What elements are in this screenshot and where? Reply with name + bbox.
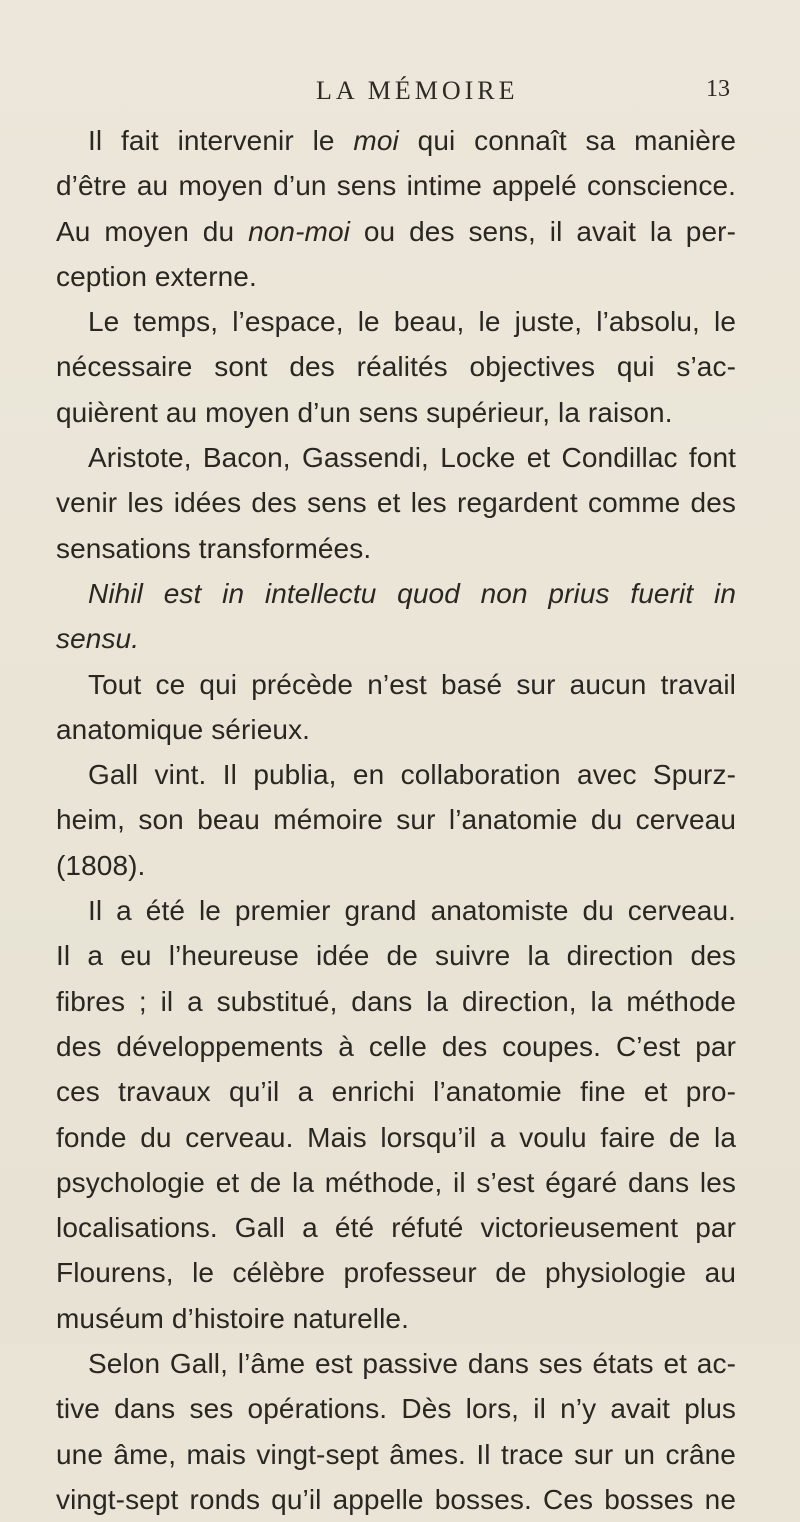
text-line: tive dans ses opérations. Dès lors, il n’y avait plus — [56, 1393, 736, 1425]
text-line: (1808). — [56, 849, 146, 881]
text-line: ception externe. — [56, 260, 257, 292]
text-line: sensations transformées. — [56, 532, 372, 564]
text-line: Le temps, l’espace, le beau, le juste, l’absolu, le — [88, 306, 736, 338]
text-line: psychologie et de la méthode, il s’est égaré dans les — [56, 1166, 736, 1198]
text-line: Aristote, Bacon, Gassendi, Locke et Condillac font — [88, 442, 736, 474]
text-line: Il a été le premier grand anatomiste du cerveau. — [88, 895, 736, 927]
latin-quote-line: Nihil est in intellectu quod non prius fuerit in — [88, 577, 736, 609]
text-line: vingt-sept ronds qu’il appelle bosses. Ces bosses ne — [56, 1483, 736, 1515]
running-head — [0, 76, 800, 116]
text-line: nécessaire sont des réalités objectives qui s’ac- — [56, 351, 736, 383]
latin-quote-line: sensu. — [56, 623, 140, 655]
text-line: quièrent au moyen d’un sens supérieur, la raison. — [56, 396, 673, 428]
text-line: Flourens, le célèbre professeur de physiologie au — [56, 1257, 736, 1289]
text-line: muséum d’histoire naturelle. — [56, 1302, 409, 1334]
text-line: Selon Gall, l’âme est passive dans ses états et ac- — [88, 1348, 736, 1380]
text-line: venir les idées des sens et les regardent comme des — [56, 487, 736, 519]
text-line: Il a eu l’heureuse idée de suivre la direction des — [56, 940, 736, 972]
text-line: une âme, mais vingt-sept âmes. Il trace sur un crâne — [56, 1438, 736, 1470]
text-line: fonde du cerveau. Mais lorsqu’il a voulu faire de la — [56, 1121, 736, 1153]
text-line: Gall vint. Il publia, en collaboration avec Spurz- — [88, 759, 736, 791]
running-title: LA MÉMOIRE — [316, 76, 519, 105]
text-line: anatomique sérieux. — [56, 713, 311, 745]
text-line: localisations. Gall a été réfuté victorieusement par — [56, 1212, 736, 1244]
body-text — [56, 118, 736, 1522]
text-line: Il fait intervenir le moi qui connaît sa manière — [88, 125, 736, 156]
text-line: d’être au moyen d’un sens intime appelé conscience. — [56, 170, 736, 202]
text-line: Tout ce qui précède n’est basé sur aucun travail — [88, 668, 736, 700]
text-line: ces travaux qu’il a enrichi l’anatomie fine et pro- — [56, 1076, 736, 1108]
text-line: fibres ; il a substitué, dans la direction, la méthode — [56, 985, 736, 1017]
text-line: heim, son beau mémoire sur l’anatomie du cerveau — [56, 804, 736, 836]
page-number: 13 — [706, 76, 730, 102]
text-line: Au moyen du non-moi ou des sens, il avait la per- — [56, 215, 736, 247]
text-line: des développements à celle des coupes. C’est par — [56, 1030, 736, 1062]
